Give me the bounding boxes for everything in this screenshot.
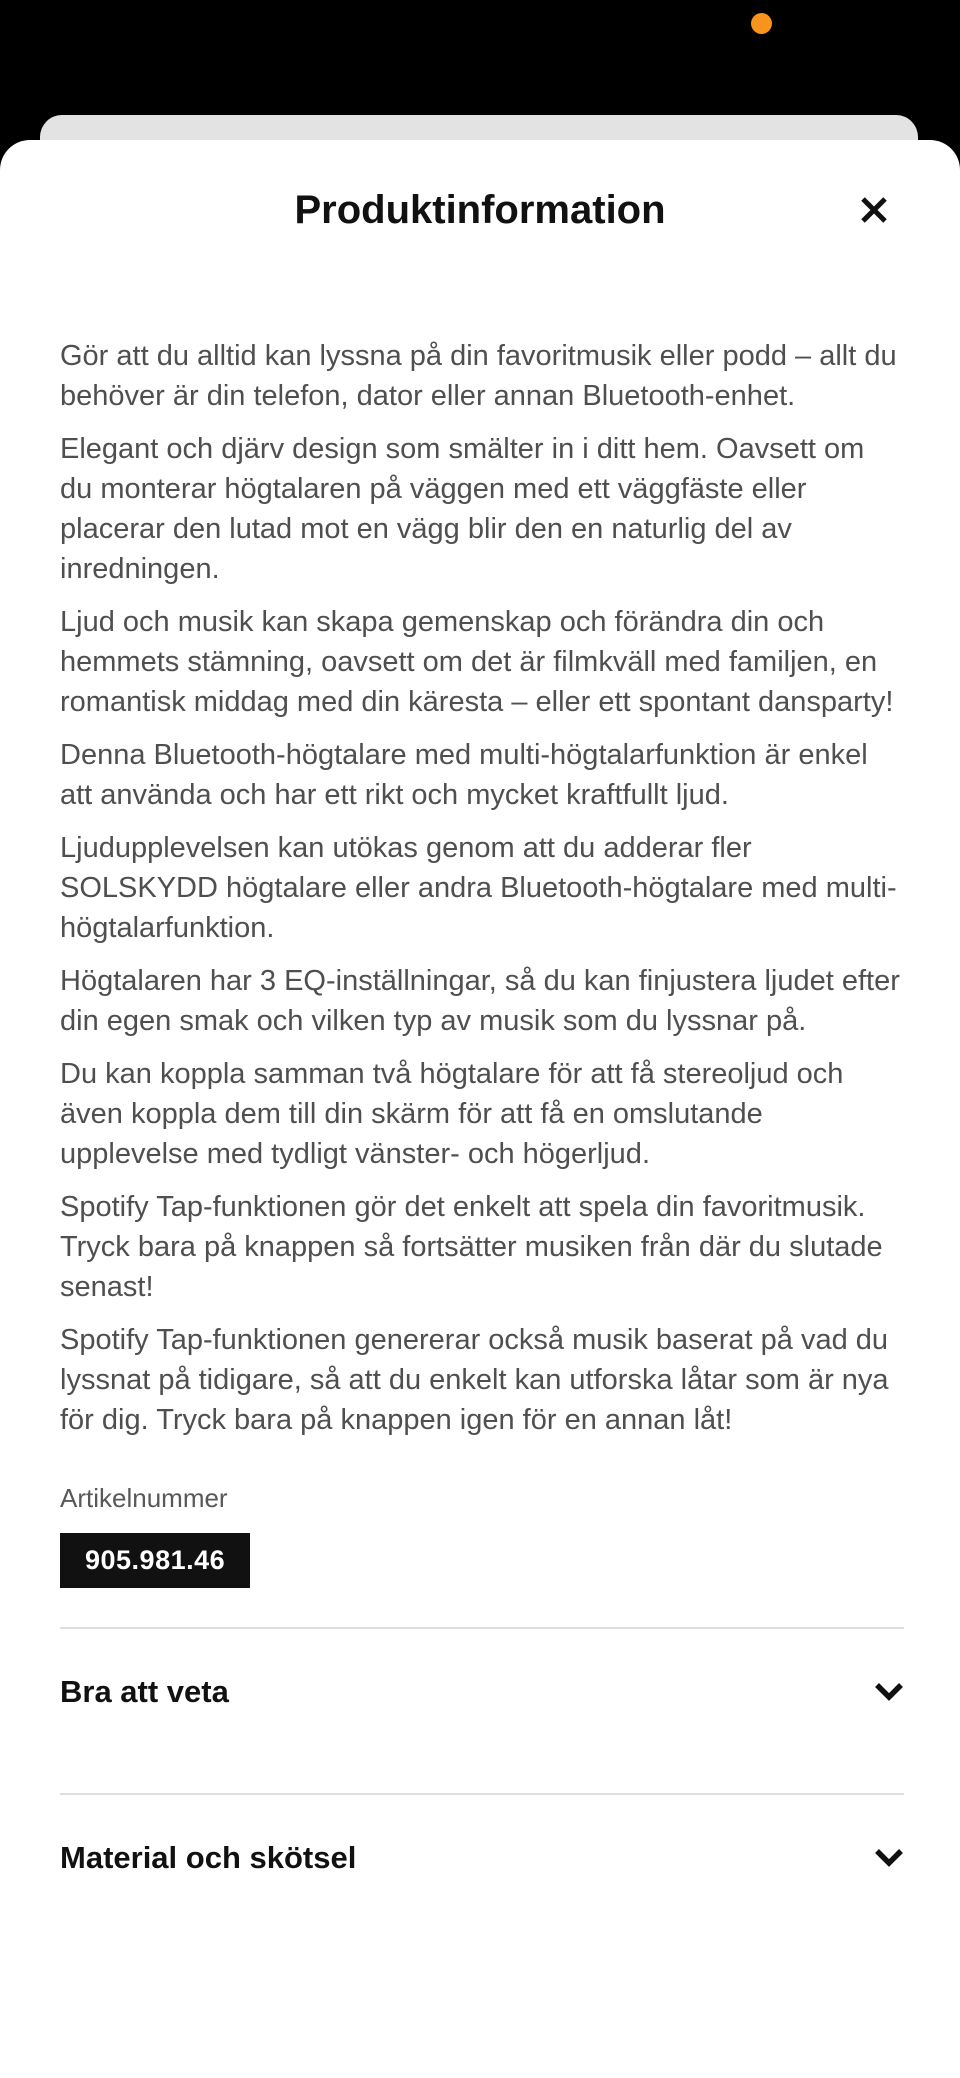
camera-dot-icon <box>751 13 772 34</box>
accordion-good-to-know[interactable] <box>60 1629 904 1793</box>
page-title: Produktinformation <box>294 188 666 232</box>
description-paragraph: Denna Bluetooth-högtalare med multi-högtalarfunktion är enkel att använda och har ett rikt och mycket kraftfullt ljud. <box>60 739 868 811</box>
product-description <box>60 336 904 1440</box>
description-paragraph: Spotify Tap-funktionen gör det enkelt att spela din favoritmusik. Tryck bara på knappen så fortsätter musiken från där du slutade senast! <box>60 1191 883 1303</box>
description-paragraph: Elegant och djärv design som smälter in i ditt hem. Oavsett om du monterar högtalaren på väggen med ett väggfäste eller placerar den lutad mot en vägg blir den en naturlig del av inredningen. <box>60 433 865 585</box>
close-button[interactable] <box>852 188 896 232</box>
article-number-badge: 905.981.46 <box>60 1533 250 1588</box>
description-paragraph: Gör att du alltid kan lyssna på din favoritmusik eller podd – allt du behöver är din telefon, dator eller annan Bluetooth-enhet. <box>60 340 897 412</box>
article-number-label: Artikelnummer <box>60 1483 228 1513</box>
description-paragraph: Högtalaren har 3 EQ-inställningar, så du kan finjustera ljudet efter din egen smak och vilken typ av musik som du lyssnar på. <box>60 965 900 1037</box>
chevron-down-icon <box>874 1848 904 1868</box>
product-information-sheet <box>0 140 960 2078</box>
description-paragraph: Spotify Tap-funktionen genererar också musik baserat på vad du lyssnat på tidigare, så att du enkelt kan utforska låtar som är nya för dig. Tryck bara på knappen igen för en annan låt! <box>60 1324 889 1436</box>
accordion-material-care[interactable] <box>60 1795 904 1959</box>
chevron-down-icon <box>874 1682 904 1702</box>
accordion-label: Bra att veta <box>60 1674 229 1709</box>
description-paragraph: Du kan koppla samman två högtalare för att få stereoljud och även koppla dem till din skärm för att få en omslutande upplevelse med tydligt vänster- och högerljud. <box>60 1058 844 1170</box>
close-icon <box>858 194 890 226</box>
description-paragraph: Ljudupplevelsen kan utökas genom att du adderar fler SOLSKYDD högtalare eller andra Bluetooth-högtalare med multi-högtalarfunktion. <box>60 832 897 944</box>
accordion-label: Material och skötsel <box>60 1840 357 1875</box>
description-paragraph: Ljud och musik kan skapa gemenskap och förändra din och hemmets stämning, oavsett om det är filmkväll med familjen, en romantisk middag med din käresta – eller ett spontant dansparty! <box>60 606 894 718</box>
